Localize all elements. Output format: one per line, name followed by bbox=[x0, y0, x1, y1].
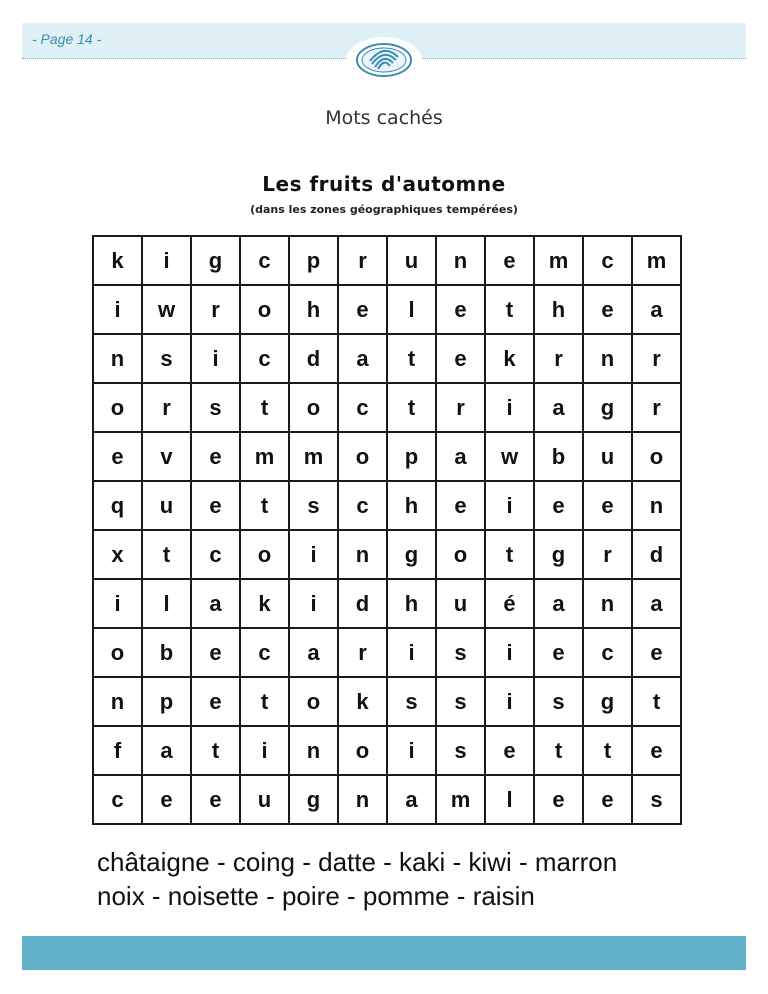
grid-cell[interactable]: t bbox=[240, 481, 289, 530]
grid-cell[interactable]: e bbox=[485, 236, 534, 285]
grid-cell[interactable]: r bbox=[583, 530, 632, 579]
grid-cell[interactable]: e bbox=[534, 481, 583, 530]
grid-cell[interactable]: g bbox=[583, 677, 632, 726]
word-list-line: châtaigne - coing - datte - kaki - kiwi - marron bbox=[97, 847, 618, 877]
grid-cell[interactable]: t bbox=[534, 726, 583, 775]
grid-cell[interactable]: c bbox=[93, 775, 142, 824]
grid-cell[interactable]: s bbox=[142, 334, 191, 383]
grid-cell[interactable]: m bbox=[240, 432, 289, 481]
grid-cell[interactable]: d bbox=[632, 530, 681, 579]
grid-cell[interactable]: x bbox=[93, 530, 142, 579]
grid-cell[interactable]: r bbox=[534, 334, 583, 383]
grid-cell[interactable]: e bbox=[534, 628, 583, 677]
grid-cell[interactable]: t bbox=[191, 726, 240, 775]
grid-cell[interactable]: i bbox=[142, 236, 191, 285]
grid-cell[interactable]: d bbox=[289, 334, 338, 383]
grid-row bbox=[93, 775, 681, 824]
page-footer-bar bbox=[22, 936, 746, 970]
grid-row bbox=[93, 481, 681, 530]
grid-cell[interactable]: i bbox=[289, 530, 338, 579]
grid-cell[interactable]: r bbox=[338, 236, 387, 285]
grid-cell[interactable]: e bbox=[191, 775, 240, 824]
grid-cell[interactable]: n bbox=[338, 775, 387, 824]
grid-cell[interactable]: n bbox=[338, 530, 387, 579]
grid-cell[interactable]: l bbox=[485, 775, 534, 824]
grid-cell[interactable]: i bbox=[485, 628, 534, 677]
grid-cell[interactable]: e bbox=[485, 726, 534, 775]
grid-cell[interactable]: a bbox=[191, 579, 240, 628]
grid-cell[interactable]: c bbox=[191, 530, 240, 579]
grid-cell[interactable]: u bbox=[142, 481, 191, 530]
grid-cell[interactable]: t bbox=[387, 383, 436, 432]
grid-cell[interactable]: i bbox=[191, 334, 240, 383]
grid-cell[interactable]: k bbox=[240, 579, 289, 628]
grid-cell[interactable]: s bbox=[436, 628, 485, 677]
grid-row bbox=[93, 579, 681, 628]
grid-cell[interactable]: k bbox=[485, 334, 534, 383]
grid-cell[interactable]: t bbox=[485, 530, 534, 579]
grid-cell[interactable]: o bbox=[338, 726, 387, 775]
grid-cell[interactable]: n bbox=[583, 579, 632, 628]
grid-cell[interactable]: h bbox=[387, 481, 436, 530]
grid-cell[interactable]: a bbox=[534, 579, 583, 628]
grid-cell[interactable]: o bbox=[240, 530, 289, 579]
grid-cell[interactable]: a bbox=[338, 334, 387, 383]
grid-cell[interactable]: e bbox=[142, 775, 191, 824]
grid-cell[interactable]: o bbox=[289, 677, 338, 726]
grid-cell[interactable]: a bbox=[289, 628, 338, 677]
grid-cell[interactable]: v bbox=[142, 432, 191, 481]
grid-cell[interactable]: h bbox=[534, 285, 583, 334]
word-search-grid bbox=[92, 235, 682, 825]
grid-cell[interactable]: n bbox=[632, 481, 681, 530]
grid-cell[interactable]: a bbox=[632, 285, 681, 334]
grid-cell[interactable]: i bbox=[485, 481, 534, 530]
grid-cell[interactable]: w bbox=[142, 285, 191, 334]
grid-cell[interactable]: a bbox=[632, 579, 681, 628]
grid-row bbox=[93, 432, 681, 481]
page-number: - Page 14 - bbox=[32, 31, 102, 47]
grid-cell[interactable]: t bbox=[583, 726, 632, 775]
grid-cell[interactable]: e bbox=[191, 432, 240, 481]
grid-row bbox=[93, 285, 681, 334]
grid-cell[interactable]: t bbox=[387, 334, 436, 383]
grid-cell[interactable]: n bbox=[583, 334, 632, 383]
grid-cell[interactable]: h bbox=[289, 285, 338, 334]
grid-row bbox=[93, 236, 681, 285]
grid-cell[interactable]: r bbox=[142, 383, 191, 432]
grid-cell[interactable]: a bbox=[387, 775, 436, 824]
grid-cell[interactable]: l bbox=[142, 579, 191, 628]
grid-cell[interactable]: a bbox=[436, 432, 485, 481]
puzzle-title: Les fruits d'automne bbox=[262, 172, 506, 196]
grid-cell[interactable]: u bbox=[436, 579, 485, 628]
grid-cell[interactable]: e bbox=[436, 334, 485, 383]
grid-cell[interactable]: n bbox=[436, 236, 485, 285]
grid-cell[interactable]: i bbox=[485, 677, 534, 726]
grid-cell[interactable]: o bbox=[289, 383, 338, 432]
grid-cell[interactable]: p bbox=[387, 432, 436, 481]
grid-row bbox=[93, 383, 681, 432]
grid-cell[interactable]: s bbox=[436, 726, 485, 775]
grid-row bbox=[93, 334, 681, 383]
grid-cell[interactable]: e bbox=[534, 775, 583, 824]
grid-row bbox=[93, 726, 681, 775]
grid-cell[interactable]: s bbox=[436, 677, 485, 726]
grid-cell[interactable]: e bbox=[583, 285, 632, 334]
grid-cell[interactable]: m bbox=[436, 775, 485, 824]
grid-cell[interactable]: t bbox=[485, 285, 534, 334]
grid-cell[interactable]: i bbox=[289, 579, 338, 628]
grid-cell[interactable]: s bbox=[534, 677, 583, 726]
grid-cell[interactable]: e bbox=[436, 285, 485, 334]
grid-cell[interactable]: é bbox=[485, 579, 534, 628]
grid-cell[interactable]: w bbox=[485, 432, 534, 481]
section-subtitle: Mots cachés bbox=[325, 107, 443, 129]
grid-cell[interactable]: s bbox=[387, 677, 436, 726]
grid-cell[interactable]: o bbox=[240, 285, 289, 334]
grid-cell[interactable]: t bbox=[142, 530, 191, 579]
grid-cell[interactable]: u bbox=[240, 775, 289, 824]
grid-cell[interactable]: r bbox=[632, 383, 681, 432]
grid-cell[interactable]: e bbox=[436, 481, 485, 530]
puzzle-title-note: (dans les zones géographiques tempérées) bbox=[250, 203, 518, 216]
grid-cell[interactable]: e bbox=[632, 726, 681, 775]
grid-cell[interactable]: i bbox=[93, 285, 142, 334]
grid-cell[interactable]: h bbox=[387, 579, 436, 628]
grid-cell[interactable]: d bbox=[338, 579, 387, 628]
grid-cell[interactable]: a bbox=[142, 726, 191, 775]
grid-cell[interactable]: o bbox=[436, 530, 485, 579]
grid-cell[interactable]: f bbox=[93, 726, 142, 775]
word-list bbox=[97, 845, 737, 913]
grid-cell[interactable]: k bbox=[93, 236, 142, 285]
grid-cell[interactable]: i bbox=[387, 628, 436, 677]
grid-cell[interactable]: u bbox=[387, 236, 436, 285]
grid-cell[interactable]: r bbox=[191, 285, 240, 334]
word-list-line: noix - noisette - poire - pomme - raisin bbox=[97, 881, 535, 911]
grid-cell[interactable]: e bbox=[583, 481, 632, 530]
grid-cell[interactable]: c bbox=[240, 236, 289, 285]
grid-cell[interactable]: e bbox=[338, 285, 387, 334]
grid-cell[interactable]: r bbox=[632, 334, 681, 383]
grid-row bbox=[93, 677, 681, 726]
grid-cell[interactable]: q bbox=[93, 481, 142, 530]
grid-cell[interactable]: k bbox=[338, 677, 387, 726]
grid-cell[interactable]: g bbox=[191, 236, 240, 285]
grid-cell[interactable]: n bbox=[93, 334, 142, 383]
grid-cell[interactable]: g bbox=[534, 530, 583, 579]
grid-cell[interactable]: i bbox=[93, 579, 142, 628]
grid-cell[interactable]: s bbox=[632, 775, 681, 824]
grid-row bbox=[93, 628, 681, 677]
grid-cell[interactable]: o bbox=[338, 432, 387, 481]
grid-cell[interactable]: e bbox=[93, 432, 142, 481]
grid-cell[interactable]: t bbox=[632, 677, 681, 726]
grid-cell[interactable]: e bbox=[191, 481, 240, 530]
shell-logo-icon bbox=[346, 37, 422, 83]
grid-cell[interactable]: g bbox=[289, 775, 338, 824]
grid-cell[interactable]: l bbox=[387, 285, 436, 334]
grid-cell[interactable]: i bbox=[240, 726, 289, 775]
grid-cell[interactable]: s bbox=[191, 383, 240, 432]
grid-cell[interactable]: c bbox=[583, 236, 632, 285]
grid-cell[interactable]: i bbox=[485, 383, 534, 432]
grid-cell[interactable]: b bbox=[534, 432, 583, 481]
grid-cell[interactable]: c bbox=[583, 628, 632, 677]
grid-cell[interactable]: r bbox=[338, 628, 387, 677]
grid-cell[interactable]: c bbox=[240, 334, 289, 383]
grid-cell[interactable]: e bbox=[191, 677, 240, 726]
grid-cell[interactable]: i bbox=[387, 726, 436, 775]
grid-cell[interactable]: g bbox=[387, 530, 436, 579]
grid-cell[interactable]: a bbox=[534, 383, 583, 432]
grid-cell[interactable]: m bbox=[632, 236, 681, 285]
grid-cell[interactable]: t bbox=[240, 677, 289, 726]
grid-cell[interactable]: m bbox=[534, 236, 583, 285]
grid-cell[interactable]: o bbox=[632, 432, 681, 481]
grid-cell[interactable]: e bbox=[191, 628, 240, 677]
grid-cell[interactable]: p bbox=[142, 677, 191, 726]
grid-cell[interactable]: c bbox=[338, 481, 387, 530]
grid-cell[interactable]: o bbox=[93, 628, 142, 677]
grid-cell[interactable]: b bbox=[142, 628, 191, 677]
grid-row bbox=[93, 530, 681, 579]
grid-cell[interactable]: u bbox=[583, 432, 632, 481]
grid-cell[interactable]: s bbox=[289, 481, 338, 530]
grid-cell[interactable]: r bbox=[436, 383, 485, 432]
grid-cell[interactable]: g bbox=[583, 383, 632, 432]
grid-cell[interactable]: e bbox=[632, 628, 681, 677]
grid-cell[interactable]: n bbox=[93, 677, 142, 726]
grid-cell[interactable]: m bbox=[289, 432, 338, 481]
grid-cell[interactable]: o bbox=[93, 383, 142, 432]
grid-cell[interactable]: t bbox=[240, 383, 289, 432]
grid-cell[interactable]: p bbox=[289, 236, 338, 285]
grid-cell[interactable]: c bbox=[338, 383, 387, 432]
grid-cell[interactable]: c bbox=[240, 628, 289, 677]
grid-cell[interactable]: e bbox=[583, 775, 632, 824]
grid-cell[interactable]: n bbox=[289, 726, 338, 775]
